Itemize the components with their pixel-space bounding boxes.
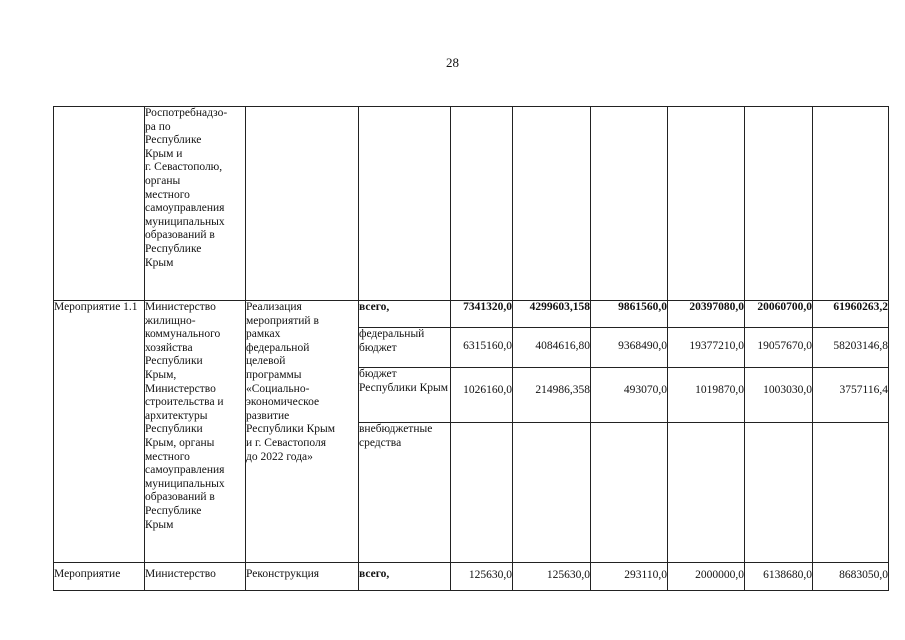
text-line: Реализация	[246, 301, 302, 313]
text-line: г. Севастополю,	[145, 161, 223, 174]
value-cell: 9861560,0	[591, 301, 668, 328]
measure-next-row	[54, 563, 889, 591]
value-cell: 6315160,0	[451, 328, 513, 368]
source-total: всего,	[359, 301, 451, 328]
value-cell	[813, 423, 889, 563]
value-cell: 125630,0	[451, 563, 513, 591]
empty-cell	[745, 107, 813, 301]
text-line: Республике	[145, 242, 202, 255]
source-federal: федеральный бюджет	[359, 328, 451, 368]
empty-cell	[591, 107, 668, 301]
value-cell	[451, 423, 513, 563]
value-cell: 3757116,4	[813, 368, 889, 423]
text-line: Крым	[145, 518, 174, 531]
text-line: самоуправления	[145, 464, 225, 477]
text-line: коммунального	[145, 328, 221, 341]
value-cell: 20060700,0	[745, 301, 813, 328]
empty-cell	[359, 107, 451, 301]
text-line: Крым,	[145, 368, 177, 381]
measure-1-1-executor	[145, 301, 246, 563]
value-cell	[668, 423, 745, 563]
value-cell: 1003030,0	[745, 368, 813, 423]
text-line: строительства и	[145, 396, 224, 409]
value-cell	[745, 423, 813, 563]
measure-next-source: всего,	[359, 563, 451, 591]
value-cell: 1019870,0	[668, 368, 745, 423]
text-line: органы	[145, 174, 181, 187]
text-line: Республики	[145, 355, 203, 368]
source-regional: бюджет Республики Крым	[359, 368, 451, 423]
text-line: Министерство	[145, 382, 216, 395]
measure-1-1-row-total	[54, 301, 889, 328]
text-line: Республике	[145, 504, 202, 517]
value-cell: 2000000,0	[668, 563, 745, 591]
text-line: самоуправления	[145, 202, 225, 215]
text-line: Республики Крым	[246, 423, 335, 436]
cont-name-cell	[54, 107, 145, 301]
value-cell: 7341320,0	[451, 301, 513, 328]
text-line: Крым	[145, 256, 174, 269]
text-line: рамках	[246, 328, 281, 341]
text-line: Роспотребнадзо-	[145, 107, 228, 119]
text-line: Республике	[145, 134, 202, 147]
text-line: Министерство	[145, 301, 216, 313]
text-line: мероприятий в	[246, 314, 319, 327]
text-line: федеральной	[246, 341, 310, 354]
text-line: и г. Севастополя	[246, 436, 327, 449]
value-cell: 9368490,0	[591, 328, 668, 368]
value-cell: 58203146,8	[813, 328, 889, 368]
value-cell: 4084616,80	[513, 328, 591, 368]
empty-cell	[668, 107, 745, 301]
source-offbudget: внебюджетные средства	[359, 423, 451, 563]
budget-table	[53, 106, 889, 591]
text-line: целевой	[246, 355, 286, 368]
text-line: Крым, органы	[145, 436, 215, 449]
text-line: Крым и	[145, 147, 183, 160]
value-cell	[591, 423, 668, 563]
value-cell: 293110,0	[591, 563, 668, 591]
empty-cell	[513, 107, 591, 301]
value-cell: 1026160,0	[451, 368, 513, 423]
value-cell: 493070,0	[591, 368, 668, 423]
text-line: жилищно-	[145, 314, 196, 327]
measure-next-name: Мероприятие	[54, 563, 145, 591]
empty-cell	[813, 107, 889, 301]
value-cell: 61960263,2	[813, 301, 889, 328]
text-line: Республики	[145, 423, 203, 436]
value-cell	[513, 423, 591, 563]
value-cell: 19057670,0	[745, 328, 813, 368]
value-cell: 8683050,0	[813, 563, 889, 591]
text-line: муниципальных	[145, 215, 225, 228]
measure-1-1-description	[246, 301, 359, 563]
text-line: до 2022 года»	[246, 450, 313, 463]
text-line: архитектуры	[145, 409, 208, 422]
empty-cell	[451, 107, 513, 301]
measure-next-executor: Министерство	[145, 563, 246, 591]
value-cell: 214986,358	[513, 368, 591, 423]
empty-cell	[246, 107, 359, 301]
text-line: развитие	[246, 409, 290, 422]
text-line: программы	[246, 368, 302, 381]
value-cell: 19377210,0	[668, 328, 745, 368]
text-line: ра по	[145, 120, 171, 133]
text-line: образований в	[145, 229, 215, 242]
text-line: муниципальных	[145, 477, 225, 490]
value-cell: 6138680,0	[745, 563, 813, 591]
text-line: образований в	[145, 491, 215, 504]
value-cell: 125630,0	[513, 563, 591, 591]
measure-next-description: Реконструкция	[246, 563, 359, 591]
cont-executor-cell	[145, 107, 246, 301]
page-number: 28	[446, 55, 459, 70]
text-line: экономическое	[246, 396, 320, 409]
text-line: местного	[145, 188, 190, 201]
value-cell: 20397080,0	[668, 301, 745, 328]
continuation-row	[54, 107, 889, 301]
text-line: хозяйства	[145, 341, 193, 354]
text-line: «Социально-	[246, 382, 310, 395]
value-cell: 4299603,158	[513, 301, 591, 328]
measure-1-1-name: Мероприятие 1.1	[54, 301, 145, 563]
text-line: местного	[145, 450, 190, 463]
